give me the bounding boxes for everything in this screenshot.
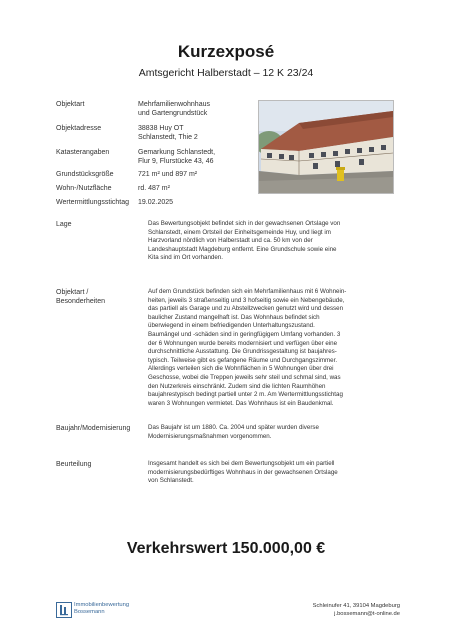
- section-label: Beurteilung: [56, 461, 92, 468]
- section-text-line: der 6 Wohnungen wurde bereits modernisiert und verfügen über eine: [148, 339, 338, 347]
- section-text-line: Geschosse, wobei die Treppen jeweils sehr steil und schmal sind, was: [148, 373, 341, 381]
- fact-value-wohnflaeche: rd. 487 m²: [138, 185, 170, 192]
- page-subtitle: Amtsgericht Halberstadt – 12 K 23/24: [138, 67, 314, 79]
- section-text-line: Harzvorland nördlich von Halberstadt und ca. 50 km von der: [148, 237, 313, 245]
- house-photo: [258, 100, 394, 194]
- fact-value-objektart: [138, 100, 258, 118]
- fact-value-line: Gemarkung Schlanstedt,: [138, 149, 216, 156]
- fact-value-line: 38838 Huy OT: [138, 125, 184, 132]
- section-text-line: den Nutzerkreis einschränkt. Zudem sind die lichten Raumhöhen: [148, 382, 326, 390]
- logo-text-line: Bossemann: [74, 609, 105, 615]
- page-title: Kurzexposé: [177, 42, 275, 61]
- section-text: [148, 288, 400, 408]
- section-text-line: überwiegend in einem befriedigenden Unterhaltungszustand.: [148, 322, 315, 330]
- section-text-line: durchschnittliche Ausstattung. Die Grundrissgestaltung ist baujahres-: [148, 348, 337, 356]
- section-text: [148, 460, 400, 486]
- section-text-line: baujahrestypisch bedingt partiell unter 2 m. Am Wertermittlungsstichtag: [148, 391, 343, 399]
- fact-value-katasterangaben: [138, 148, 258, 166]
- logo-mark-icon: [56, 602, 72, 618]
- house-photo-icon: [259, 101, 393, 193]
- footer-address: [300, 602, 400, 618]
- fact-label-objektadresse: Objektadresse: [56, 125, 102, 132]
- fact-label-stichtag: Wertermittlungsstichtag: [56, 199, 130, 206]
- section-text-line: baulicher Zustand mangelhaft ist. Das Wohnhaus befindet sich: [148, 313, 320, 321]
- section-text-line: Auf dem Grundstück befinden sich ein Mehrfamilienhaus mit 6 Wohnein-: [148, 288, 347, 295]
- section-label: Lage: [56, 221, 72, 228]
- section-text-line: Modernisierungsmaßnahmen vorgenommen.: [148, 432, 272, 440]
- fact-value-objektadresse: [138, 124, 258, 142]
- market-value: Verkehrswert 150.000,00 €: [126, 540, 326, 557]
- section-text-line: Landeshauptstadt Magdeburg entfernt. Eine Grundschule sowie eine: [148, 245, 337, 253]
- fact-label-grundstuecksgroesse: Grundstücksgröße: [56, 171, 114, 178]
- footer-email[interactable]: j.bossemann@t-online.de: [334, 611, 400, 617]
- section-text-line: Das Baujahr ist um 1880. Ca. 2004 und später wurden diverse: [148, 424, 319, 431]
- logo-text-line: Immobilienbewertung: [74, 602, 130, 608]
- section-text-line: Allerdings verteilen sich die Wohnflächen in 5 Wohnungen über drei: [148, 365, 334, 373]
- section-text-line: Baumängel und -schäden sind in geringfügigem Umfang vorhanden. 3: [148, 330, 341, 338]
- footer-address-line: Schleinufer 41, 39104 Magdeburg: [312, 603, 400, 609]
- section-text-line: Insgesamt handelt es sich bei dem Bewertungsobjekt um ein partiell: [148, 460, 335, 467]
- fact-label-wohnflaeche: Wohn-/Nutzfläche: [56, 185, 112, 192]
- section-text-line: von Schlanstedt.: [148, 477, 194, 485]
- fact-value-stichtag: 19.02.2025: [138, 199, 174, 206]
- section-label: Baujahr/Modernisierung: [56, 425, 131, 432]
- section-text-line: typisch. Teilweise gibt es gefangene Räume und Durchgangszimmer.: [148, 356, 338, 364]
- section-text-line: das partiell als Garage und zu Abstellzwecken genutzt wird und dessen: [148, 305, 344, 313]
- fact-value-grundstuecksgroesse: 721 m² und 897 m²: [138, 171, 198, 178]
- fact-label-objektart: Objektart: [56, 101, 85, 108]
- company-logo: [56, 600, 146, 624]
- fact-value-line: Flur 9, Flurstücke 43, 46: [138, 158, 214, 165]
- fact-label-katasterangaben: Katasterangaben: [56, 149, 110, 156]
- section-label: [56, 288, 105, 306]
- section-text-line: Schlanstedt, einem Ortsteil der Einheitsgemeinde Huy, und liegt im: [148, 228, 331, 236]
- section-label-line: Objektart /: [56, 289, 89, 296]
- section-text: [148, 220, 400, 263]
- logo-text: [74, 602, 129, 616]
- section-text: [148, 424, 400, 441]
- fact-value-line: und Gartengrundstück: [138, 110, 208, 117]
- section-text-line: Das Bewertungsobjekt befindet sich in der gewachsenen Ortslage von: [148, 220, 341, 227]
- section-label-line: Besonderheiten: [56, 298, 106, 305]
- fact-value-line: Mehrfamilienwohnhaus: [138, 101, 210, 108]
- section-text-line: Kita sind im Ort vorhanden.: [148, 254, 223, 262]
- section-text-line: modernisierungsbedürftiges Wohnhaus in der gewachsenen Ortslage: [148, 468, 338, 476]
- section-text-line: waren 3 Wohnungen vermietet. Das Wohnhaus ist ein Baudenkmal.: [148, 399, 334, 407]
- fact-value-line: Schlanstedt, Thie 2: [138, 134, 198, 141]
- section-text-line: heiten, jeweils 3 straßenseitig und 3 hofseitig sowie ein Nebengebäude,: [148, 296, 345, 304]
